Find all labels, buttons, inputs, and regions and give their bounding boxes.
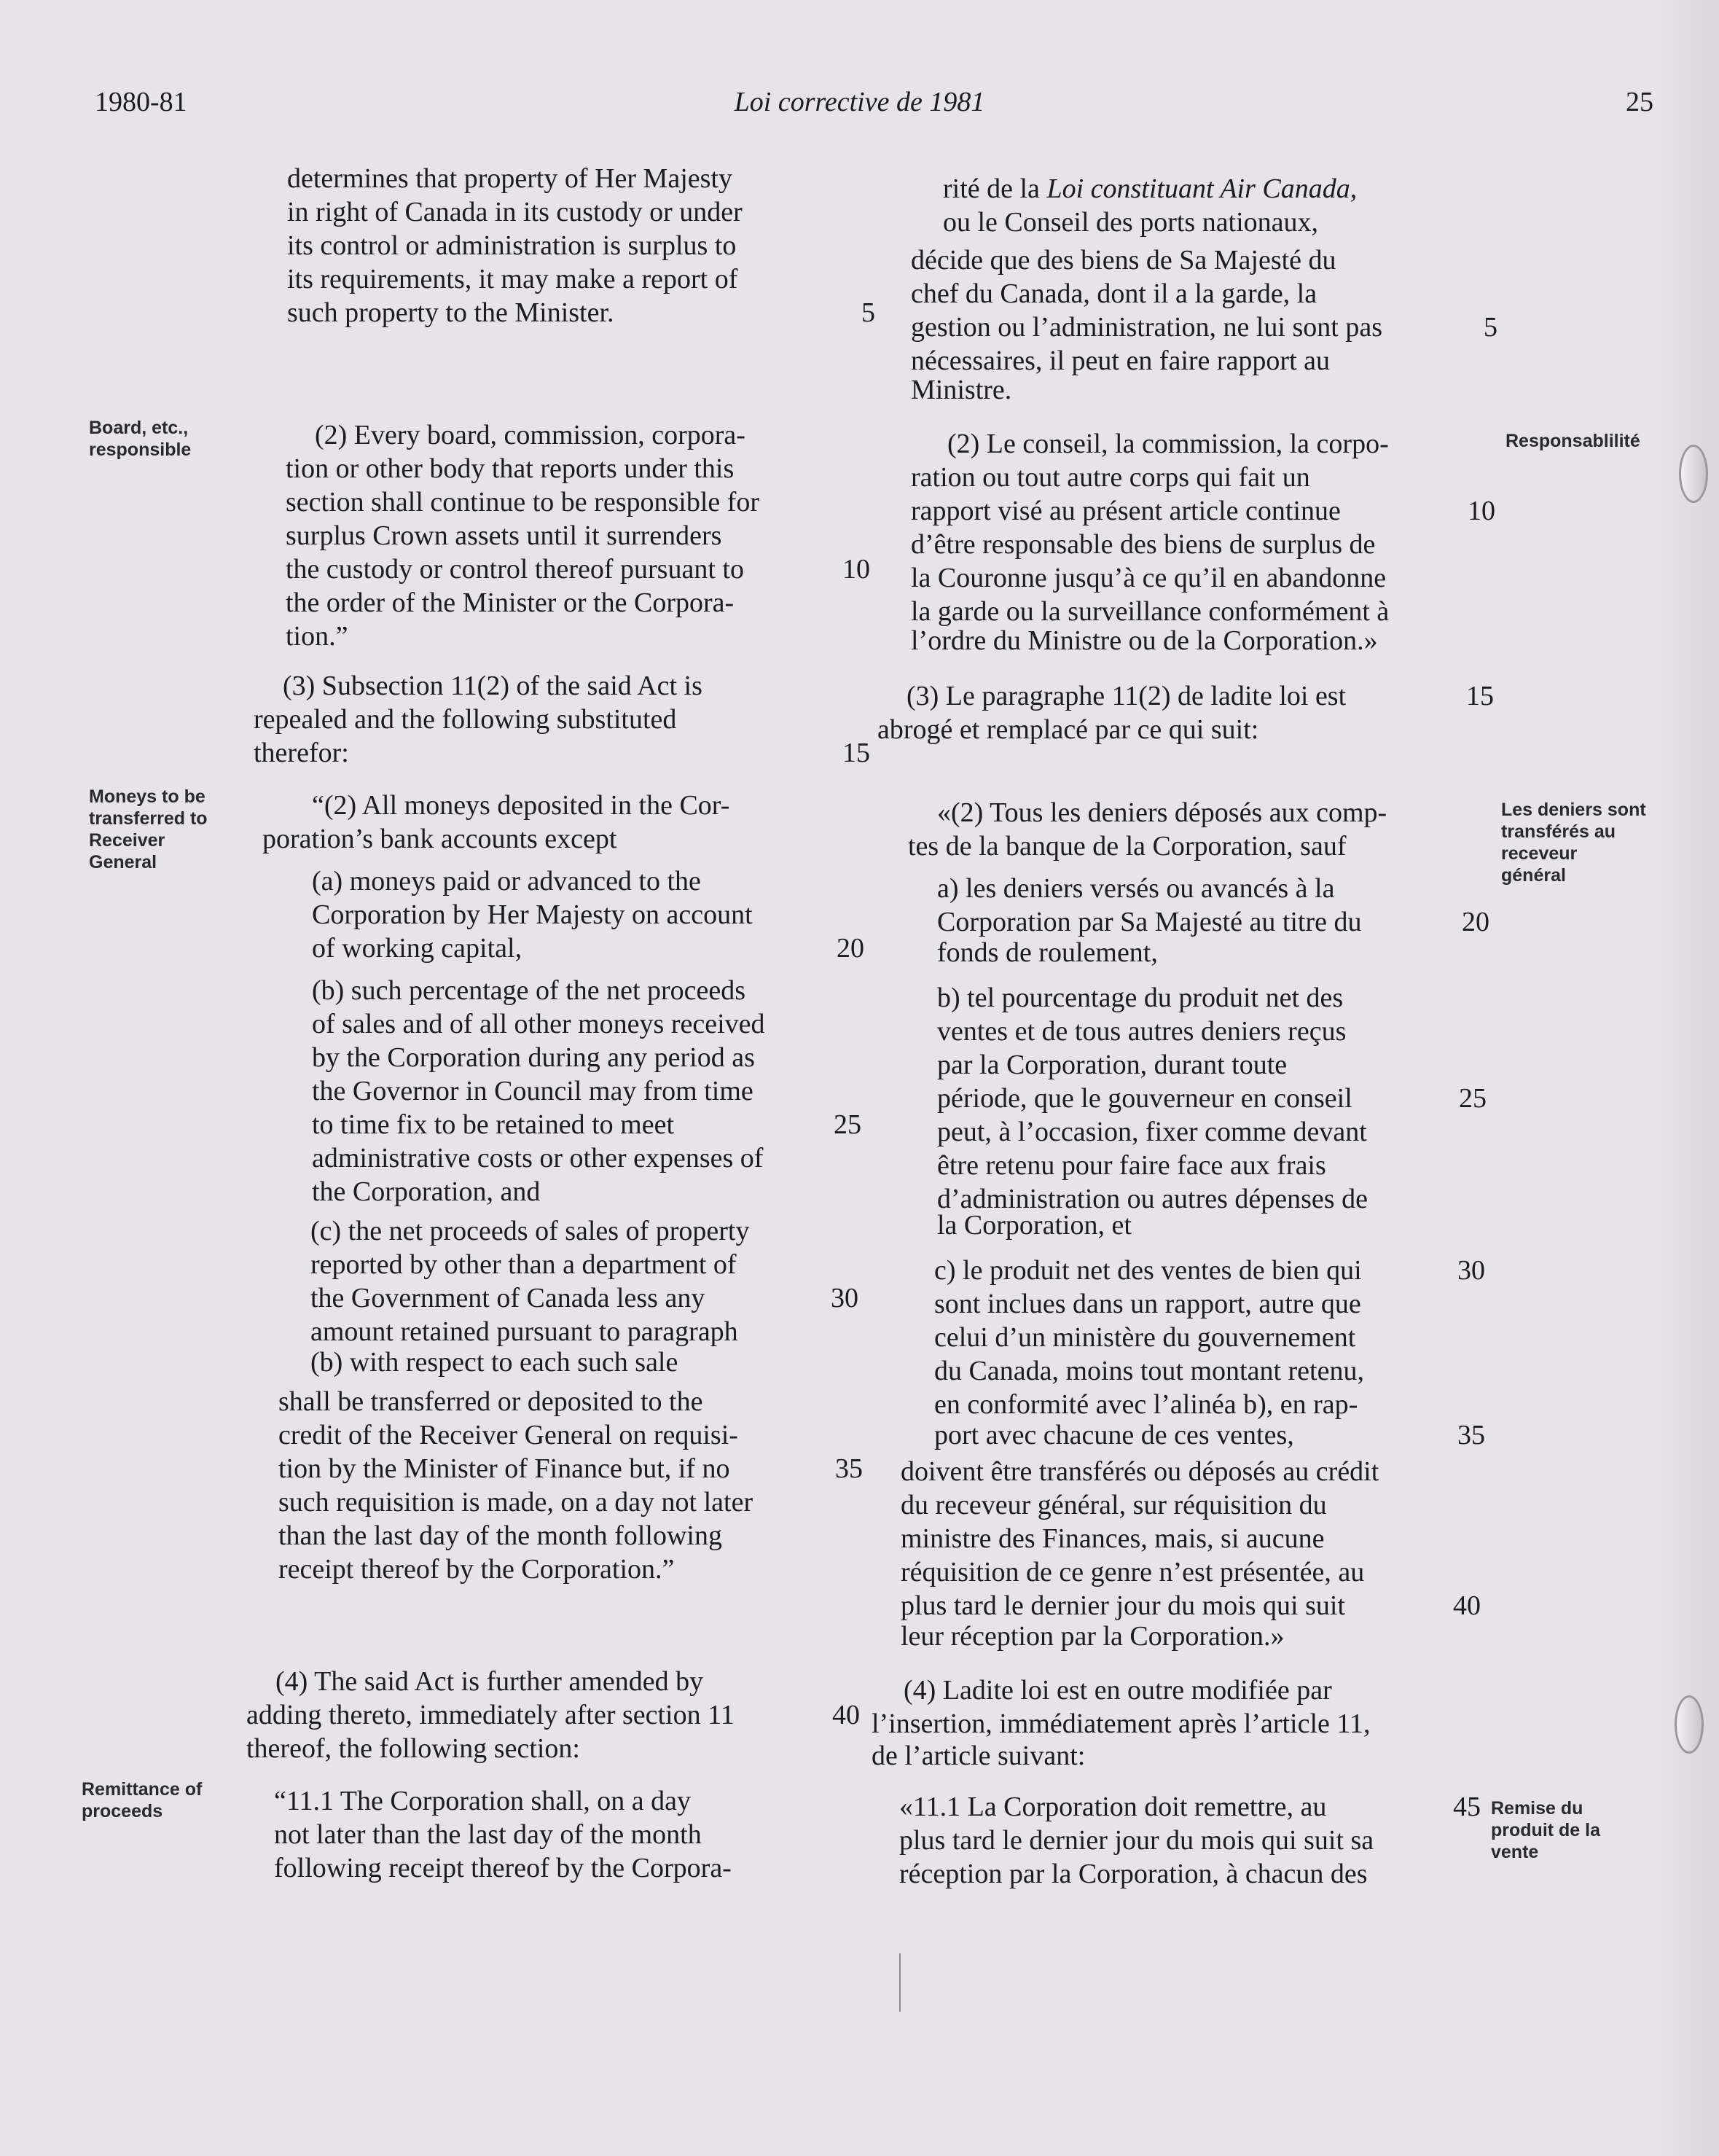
english-line: Corporation by Her Majesty on account	[312, 899, 753, 930]
french-line: l’ordre du Ministre ou de la Corporation.»	[911, 625, 1378, 656]
french-line: tes de la banque de la Corporation, sauf	[908, 831, 1347, 862]
english-line: than the last day of the month following	[278, 1520, 722, 1551]
english-line: determines that property of Her Majesty	[287, 163, 732, 194]
french-line-number: 15	[1466, 681, 1494, 711]
binder-hole-bottom	[1675, 1695, 1704, 1754]
english-line: (b) such percentage of the net proceeds	[312, 975, 746, 1006]
margin-note-deniers	[1501, 799, 1646, 886]
english-line-number: 10	[842, 554, 870, 585]
margin-note-line: vente	[1491, 1842, 1539, 1862]
french-line: (2) Le conseil, la commission, la corpo-	[947, 429, 1389, 459]
french-line: d’administration ou autres dépenses de	[937, 1184, 1368, 1214]
margin-note-responsabilite	[1505, 430, 1640, 452]
french-line: de l’article suivant:	[872, 1741, 1086, 1771]
english-line: not later than the last day of the month	[274, 1819, 702, 1850]
margin-note-line: transferred to	[89, 808, 208, 829]
english-line-number: 5	[861, 297, 875, 328]
french-line: «11.1 La Corporation doit remettre, au	[899, 1792, 1327, 1822]
english-line: therefor:	[254, 738, 349, 768]
english-line: section shall continue to be responsible for	[286, 487, 760, 517]
french-line: d’être responsable des biens de surplus de	[911, 529, 1376, 560]
margin-note-line: proceeds	[82, 1801, 163, 1821]
english-line: its control or administration is surplus to	[287, 230, 737, 261]
french-line: leur réception par la Corporation.»	[901, 1621, 1285, 1652]
english-line: of sales and of all other moneys received	[312, 1009, 765, 1039]
pen-mark	[899, 1953, 901, 2012]
french-line: la garde ou la surveillance conformément à	[911, 596, 1390, 627]
margin-note-line: Remise du	[1491, 1798, 1583, 1819]
french-line: du receveur général, sur réquisition du	[901, 1490, 1327, 1520]
margin-note-line: Remittance of	[82, 1779, 203, 1800]
english-line: (c) the net proceeds of sales of property	[310, 1216, 750, 1246]
english-line: (4) The said Act is further amended by	[275, 1666, 704, 1697]
french-line: (4) Ladite loi est en outre modifiée par	[904, 1675, 1332, 1706]
margin-note-line: Moneys to be	[89, 786, 205, 807]
french-line: «(2) Tous les deniers déposés aux comp-	[937, 797, 1387, 828]
english-line: thereof, the following section:	[246, 1733, 580, 1764]
french-line-number: 10	[1468, 496, 1495, 526]
english-line: by the Corporation during any period as	[312, 1042, 755, 1073]
margin-note-remise	[1491, 1797, 1600, 1863]
french-line: c) le produit net des ventes de bien qui	[934, 1255, 1362, 1286]
french-line-number: 20	[1462, 907, 1489, 937]
french-line: la Couronne jusqu’à ce qu’il en abandonne	[911, 563, 1387, 593]
french-line: ventes et de tous autres deniers reçus	[937, 1016, 1347, 1047]
english-line: (3) Subsection 11(2) of the said Act is	[283, 671, 702, 701]
french-line: la Corporation, et	[937, 1210, 1132, 1241]
french-line: Ministre.	[911, 375, 1012, 405]
english-line: its requirements, it may make a report of	[287, 264, 738, 294]
margin-note-line: général	[1501, 865, 1566, 886]
french-line: rapport visé au présent article continue	[911, 496, 1341, 526]
french-line: sont inclues dans un rapport, autre que	[934, 1289, 1361, 1319]
english-line: adding thereto, immediately after section 11	[246, 1700, 735, 1730]
french-line: l’insertion, immédiatement après l’article 11,	[872, 1708, 1371, 1739]
french-line: être retenu pour faire face aux frais	[937, 1150, 1326, 1181]
french-line: du Canada, moins tout montant retenu,	[934, 1356, 1364, 1386]
french-line: b) tel pourcentage du produit net des	[937, 983, 1344, 1013]
english-line: repealed and the following substituted	[254, 704, 677, 735]
english-line: credit of the Receiver General on requisi-	[278, 1420, 738, 1450]
french-line: réquisition de ce genre n’est présentée, au	[901, 1557, 1365, 1587]
french-line: en conformité avec l’alinéa b), en rap-	[934, 1389, 1358, 1420]
english-line: the custody or control thereof pursuant to	[286, 554, 744, 585]
french-line: peut, à l’occasion, fixer comme devant	[937, 1117, 1367, 1147]
french-line: par la Corporation, durant toute	[937, 1050, 1288, 1080]
french-line: décide que des biens de Sa Majesté du	[911, 245, 1336, 276]
header-title: Loi corrective de 1981	[734, 87, 985, 117]
french-line: fonds de roulement,	[937, 937, 1158, 968]
margin-note-line: Receiver	[89, 830, 165, 851]
english-line: amount retained pursuant to paragraph	[310, 1316, 738, 1347]
margin-note-line: receveur	[1501, 843, 1578, 864]
french-line: ministre des Finances, mais, si aucune	[901, 1523, 1325, 1554]
english-line: the Government of Canada less any	[310, 1283, 705, 1313]
french-line-number: 35	[1457, 1420, 1485, 1450]
english-line: surplus Crown assets until it surrenders	[286, 520, 722, 551]
english-line: reported by other than a department of	[310, 1249, 737, 1280]
margin-note-line: produit de la	[1491, 1820, 1600, 1840]
english-line: the Governor in Council may from time	[312, 1076, 753, 1106]
english-line: poration’s bank accounts except	[262, 824, 617, 854]
english-line: “11.1 The Corporation shall, on a day	[274, 1786, 691, 1816]
english-line: the Corporation, and	[312, 1176, 541, 1207]
binder-hole-top	[1679, 445, 1708, 503]
english-line: receipt thereof by the Corporation.”	[278, 1554, 675, 1585]
french-line-number: 5	[1484, 312, 1497, 343]
english-line: shall be transferred or deposited to the	[278, 1386, 703, 1417]
french-line: nécessaires, il peut en faire rapport au	[911, 345, 1331, 376]
margin-note-line: responsible	[89, 440, 192, 460]
french-line: réception par la Corporation, à chacun des	[899, 1859, 1368, 1889]
french-line-text: rité de la Loi constituant Air Canada,	[943, 173, 1358, 204]
margin-note-line: Les deniers sont	[1501, 800, 1646, 820]
margin-note-moneys	[89, 786, 208, 873]
english-line-number: 35	[835, 1453, 863, 1484]
english-line: following receipt thereof by the Corpora-	[274, 1853, 732, 1883]
english-line: administrative costs or other expenses of	[312, 1143, 764, 1173]
margin-note-line: General	[89, 852, 157, 872]
margin-note-line: Responsablilité	[1505, 431, 1640, 451]
french-line: période, que le gouverneur en conseil	[937, 1083, 1352, 1114]
english-line: such requisition is made, on a day not later	[278, 1487, 753, 1518]
english-line: (b) with respect to each such sale	[310, 1347, 678, 1378]
english-line: “(2) All moneys deposited in the Cor-	[312, 790, 730, 821]
french-line: (3) Le paragraphe 11(2) de ladite loi est	[907, 681, 1347, 711]
english-line: in right of Canada in its custody or under	[287, 197, 743, 227]
french-line-number: 30	[1457, 1255, 1485, 1286]
english-line: to time fix to be retained to meet	[312, 1109, 675, 1140]
french-line	[943, 172, 1357, 206]
french-line: doivent être transférés ou déposés au crédit	[901, 1456, 1379, 1487]
french-line: plus tard le dernier jour du mois qui suit sa	[899, 1825, 1374, 1856]
page-edge-shadow	[1653, 0, 1719, 2156]
french-line: ou le Conseil des ports nationaux,	[943, 207, 1319, 238]
french-line: ration ou tout autre corps qui fait un	[911, 462, 1310, 493]
french-line: Corporation par Sa Majesté au titre du	[937, 907, 1362, 937]
french-line: chef du Canada, dont il a la garde, la	[911, 278, 1317, 309]
english-line-number: 15	[842, 738, 870, 768]
french-line-number: 40	[1453, 1590, 1481, 1621]
french-line: abrogé et remplacé par ce qui suit:	[877, 714, 1259, 745]
english-line: of working capital,	[312, 933, 522, 964]
english-line: tion or other body that reports under this	[286, 453, 735, 484]
english-line-number: 20	[837, 933, 864, 964]
english-line-number: 40	[832, 1700, 860, 1730]
english-line: the order of the Minister or the Corpora-	[286, 587, 735, 618]
margin-note-board	[89, 417, 191, 461]
english-line: (2) Every board, commission, corpora-	[315, 420, 745, 450]
french-line-number: 25	[1459, 1083, 1487, 1114]
margin-note-line: transférés au	[1501, 821, 1616, 842]
english-line: tion by the Minister of Finance but, if no	[278, 1453, 730, 1484]
french-line: celui d’un ministère du gouvernement	[934, 1322, 1356, 1353]
french-line-number: 45	[1453, 1792, 1481, 1822]
french-line: plus tard le dernier jour du mois qui suit	[901, 1590, 1346, 1621]
french-line: port avec chacune de ces ventes,	[934, 1420, 1294, 1450]
margin-note-line: Board, etc.,	[89, 418, 189, 438]
french-line: a) les deniers versés ou avancés à la	[937, 873, 1335, 904]
english-line: (a) moneys paid or advanced to the	[312, 866, 701, 897]
french-line: gestion ou l’administration, ne lui sont pas	[911, 312, 1382, 343]
english-line: such property to the Minister.	[287, 297, 614, 328]
margin-note-remittance	[82, 1778, 202, 1822]
english-line-number: 25	[834, 1109, 861, 1140]
page-number: 25	[1626, 87, 1653, 117]
header-year: 1980-81	[95, 87, 187, 117]
english-line-number: 30	[831, 1283, 858, 1313]
english-line: tion.”	[286, 621, 348, 652]
